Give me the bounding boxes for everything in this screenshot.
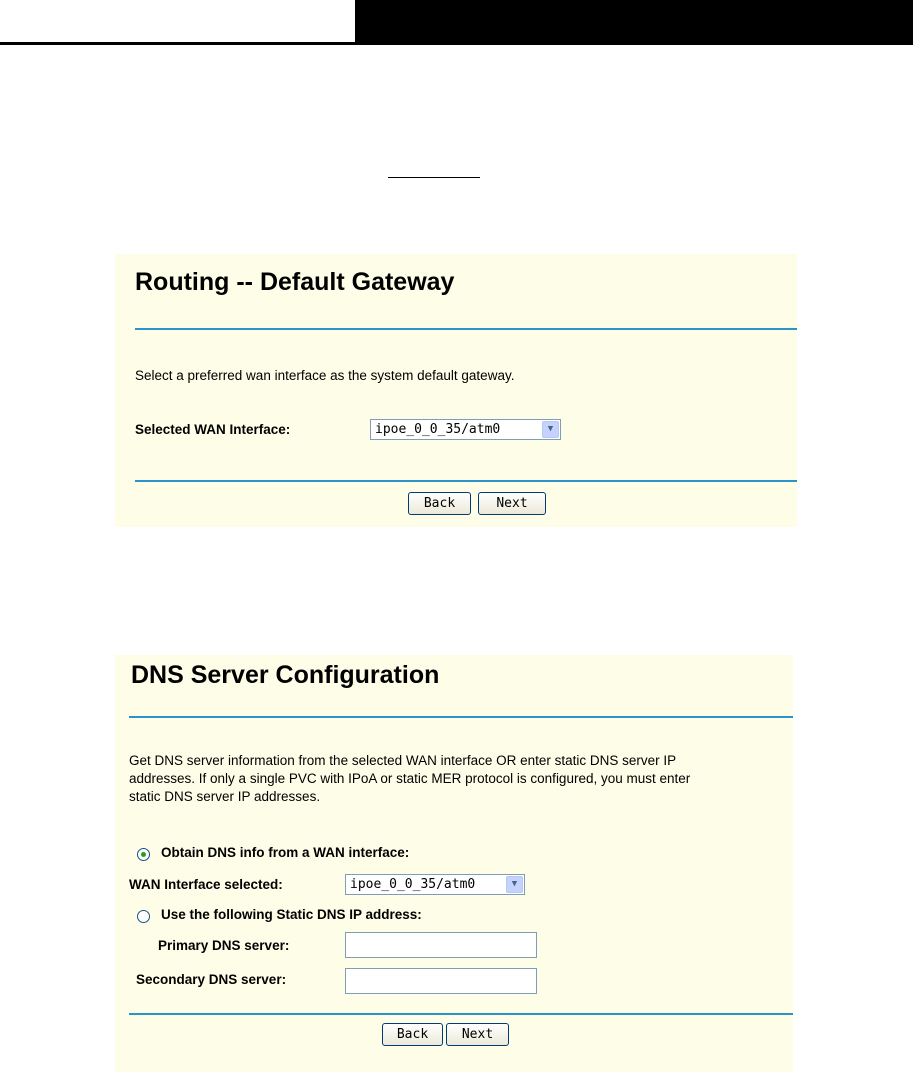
chevron-down-icon[interactable]: ▼ <box>506 876 523 893</box>
primary-dns-label: Primary DNS server: <box>158 938 290 953</box>
dns-wan-select[interactable] <box>345 874 525 895</box>
page-header-rule <box>0 42 913 45</box>
routing-top-rule <box>135 328 797 330</box>
routing-wan-select[interactable] <box>370 419 561 440</box>
routing-next-button[interactable]: Next <box>478 492 546 515</box>
routing-description: Select a preferred wan interface as the system default gateway. <box>135 368 515 383</box>
dns-bottom-rule <box>129 1013 793 1015</box>
routing-title: Routing -- Default Gateway <box>135 268 455 296</box>
obtain-dns-label: Obtain DNS info from a WAN interface: <box>161 845 410 860</box>
dns-next-button[interactable]: Next <box>446 1023 509 1046</box>
dns-panel <box>115 655 793 1072</box>
dns-title: DNS Server Configuration <box>131 661 440 689</box>
static-dns-label: Use the following Static DNS IP address: <box>161 907 422 922</box>
dns-wan-value: ipoe_0_0_35/atm0 <box>350 877 476 892</box>
page-header-bar <box>355 0 913 42</box>
dns-description-line3: static DNS server IP addresses. <box>129 789 321 804</box>
dns-description-line2: addresses. If only a single PVC with IPoA or static MER protocol is configured, you must enter <box>129 771 691 786</box>
wan-selected-label: WAN Interface selected: <box>129 877 283 892</box>
routing-wan-value: ipoe_0_0_35/atm0 <box>375 422 501 437</box>
dns-back-button[interactable]: Back <box>382 1023 443 1046</box>
secondary-dns-input[interactable] <box>345 968 537 994</box>
chevron-down-icon[interactable]: ▼ <box>542 421 559 438</box>
routing-bottom-rule <box>135 480 797 482</box>
primary-dns-input[interactable] <box>345 932 537 958</box>
obtain-dns-radio[interactable] <box>137 848 150 861</box>
dns-description-line1: Get DNS server information from the selected WAN interface OR enter static DNS server IP <box>129 753 677 768</box>
secondary-dns-label: Secondary DNS server: <box>136 972 287 987</box>
routing-panel <box>115 254 797 527</box>
static-dns-radio[interactable] <box>137 910 150 923</box>
routing-back-button[interactable]: Back <box>408 492 471 515</box>
routing-wan-label: Selected WAN Interface: <box>135 422 291 437</box>
dns-top-rule <box>129 716 793 718</box>
link-underline <box>388 177 480 178</box>
